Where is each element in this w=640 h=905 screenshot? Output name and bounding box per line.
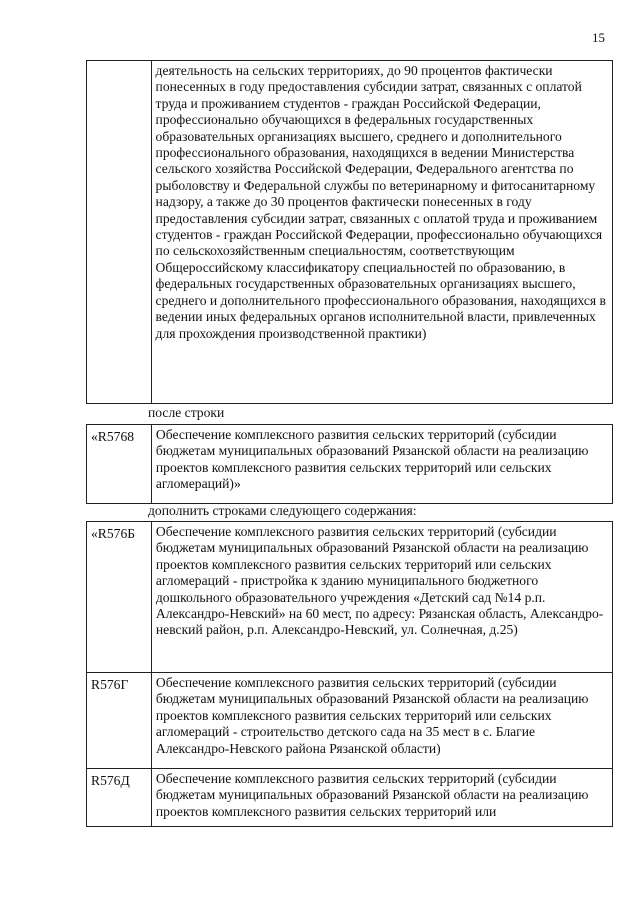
reference-row-table — [86, 424, 613, 504]
budget-code-cell: R576Д — [87, 769, 152, 827]
continuation-table — [86, 60, 613, 404]
description-cell: Обеспечение комплексного развития сельских территорий (субсидии бюджетам муниципальных образований Рязанской области на реализацию проектов комплексного развития сельских территорий или — [151, 769, 612, 827]
budget-code-cell: «R576Б — [87, 522, 152, 673]
description-cell: Обеспечение комплексного развития сельских территорий (субсидии бюджетам муниципальных образований Рязанской области на реализацию проектов комплексного развития сельских территорий или сельских агломераций - пристройка к зданию муниципального бюджетного дошкольного образовательного учреждения «Детский сад №14 р.п. Александро-Невский» на 60 мест, по адресу: Рязанская область, Александро-невский район, р.п. Александро-Невский, ул. Солнечная, д.25) — [151, 522, 612, 673]
note-add-rows: дополнить строками следующего содержания: — [148, 503, 417, 518]
table-row — [87, 425, 613, 504]
budget-code-cell: «R5768 — [87, 425, 152, 504]
description-cell: Обеспечение комплексного развития сельских территорий (субсидии бюджетам муниципальных образований Рязанской области на реализацию проектов комплексного развития сельских территорий или сельских агломераций)» — [151, 425, 612, 504]
description-cell: деятельность на сельских территориях, до 90 процентов фактически понесенных в году предоставления субсидии затрат, связанных с оплатой труда и проживанием студентов - граждан Российской Федерации, профессионально обучающихся в федеральных государственных образовательных организациях высшего, среднего и дополнительного профессионального образования, находящихся в ведении Министерства сельского хозяйства Российской Федерации, Федерального агентства по рыболовству и Федеральной службы по ветеринарному и фитосанитарному надзору, а также до 30 процентов фактически понесенных в году предоставления субсидии затрат, связанных с оплатой труда и проживанием студентов - граждан Российской Федерации, профессионально обучающихся по сельскохозяйственным специальностям, соответствующим Общероссийскому классификатору специальностей по образованию, в федеральных государственных образовательных организациях высшего, среднего и дополнительного профессионального образования, находящихся в ведении иных федеральных органов исполнительной власти, привлеченных для прохождения производственной практики) — [151, 61, 612, 404]
table-row — [87, 673, 613, 769]
description-cell: Обеспечение комплексного развития сельских территорий (субсидии бюджетам муниципальных образований Рязанской области на реализацию проектов комплексного развития сельских территорий или сельских агломераций - строительство детского сада на 35 мест в с. Благие Александро-Невского района Рязанской области) — [151, 673, 612, 769]
page-number: 15 — [592, 30, 605, 45]
budget-code-cell — [87, 61, 152, 404]
table-row — [87, 522, 613, 673]
budget-code-cell: R576Г — [87, 673, 152, 769]
table-row — [87, 61, 613, 404]
table-row — [87, 769, 613, 827]
note-after-row: после строки — [148, 405, 225, 420]
new-rows-table — [86, 521, 613, 827]
